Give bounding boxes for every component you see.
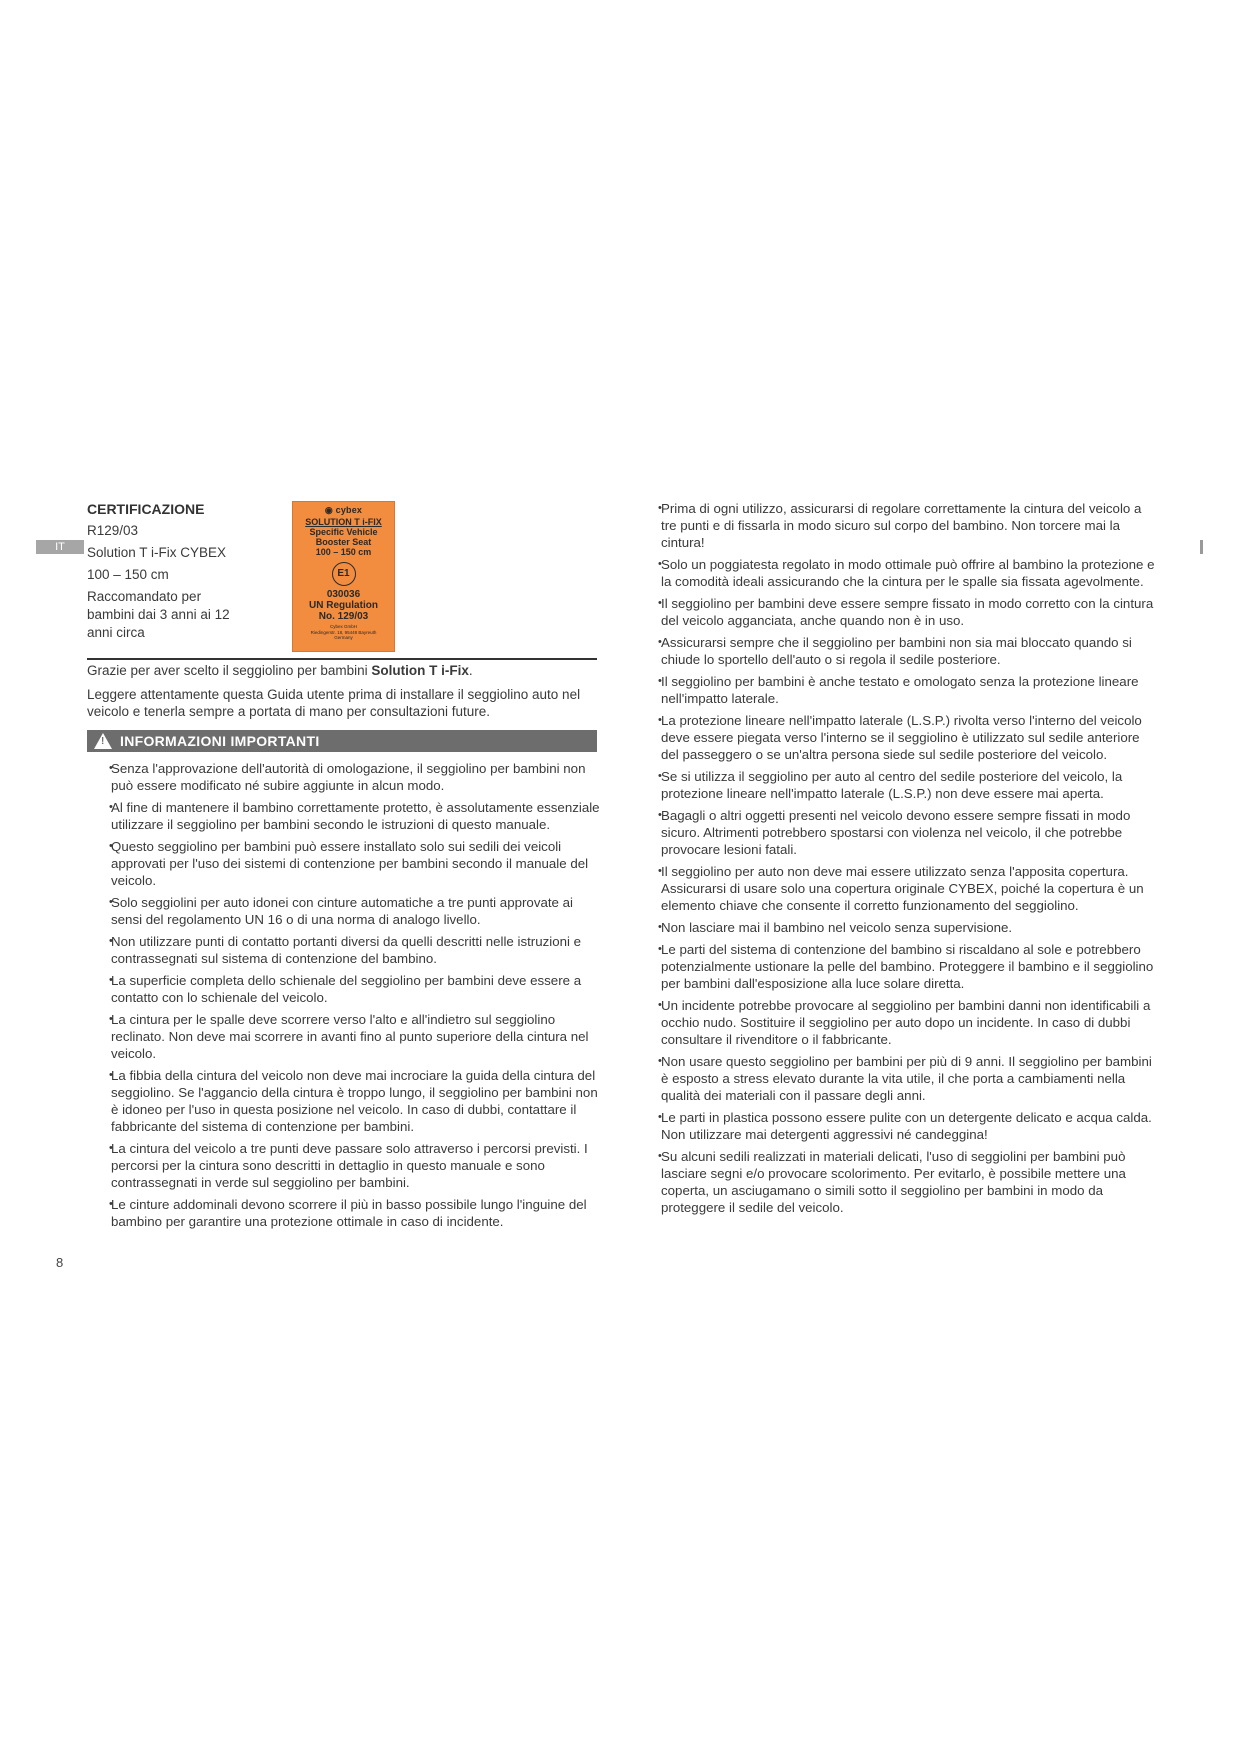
label-brand	[293, 505, 394, 516]
safety-item: • Le parti in plastica possono essere pulite con un detergente delicato e acqua calda. Non utilizzare mai detergenti aggressivi né candeggina!	[640, 1109, 1155, 1143]
section-divider	[87, 658, 597, 660]
certification-product: Solution T i-Fix CYBEX	[87, 545, 227, 560]
label-brand-text: cybex	[335, 505, 363, 515]
safety-item: • La fibbia della cintura del veicolo non deve mai incrociare la guida della cintura del seggiolino. Se l'aggancio della cintura è troppo lungo, il seggiolino per bambini non è idoneo per l'uso in questa posizione nel veicolo. In caso di dubbi, contattare il fabbricante del sistema di contenzione per bambini.	[87, 1067, 607, 1135]
important-info-title: INFORMAZIONI IMPORTANTI	[120, 733, 320, 749]
certification-recommendation	[87, 588, 257, 642]
safety-item: • La cintura per le spalle deve scorrere verso l'alto e all'indietro sul seggiolino reclinato. Non deve mai scorrere in avanti fino al punto superiore della cintura nel veicolo.	[87, 1011, 607, 1062]
certification-block	[87, 498, 257, 642]
safety-item: • Prima di ogni utilizzo, assicurarsi di regolare correttamente la cintura del veicolo a tre punti e di fissarla in modo sicuro sul corpo del bambino. Non torcere mai la cintura!	[640, 500, 1155, 551]
certification-title: CERTIFICAZIONE	[87, 501, 205, 517]
right-safety-list	[640, 500, 1155, 1221]
safety-item: • Al fine di mantenere il bambino correttamente protetto, è assolutamente essenziale utilizzare il seggiolino per bambini secondo le istruzioni di questo manuale.	[87, 799, 607, 833]
safety-item: • Assicurarsi sempre che il seggiolino per bambini non sia mai bloccato quando si chiude lo sportello dell'auto o si regola il sedile posteriore.	[640, 634, 1155, 668]
label-approval-number: 030036	[326, 589, 361, 600]
safety-item: • La protezione lineare nell'impatto laterale (L.S.P.) rivolta verso l'interno del veicolo deve essere piegata verso l'interno se il seggiolino è utilizzato sul sedile anteriore del passeggero o se un'altra persona siede sul sedile posteriore del veicolo.	[640, 712, 1155, 763]
e-mark-icon: E1	[332, 562, 356, 586]
safety-item: • Non usare questo seggiolino per bambini per più di 9 anni. Il seggiolino per bambini è esposto a stress elevato durante la vita utile, il che porta a cambiamenti nella qualità dei materiali con il passare degli anni.	[640, 1053, 1155, 1104]
label-regulation-number: No. 129/03	[318, 611, 369, 622]
safety-item: • Il seggiolino per auto non deve mai essere utilizzato senza l'apposita copertura. Assicurarsi di usare solo una copertura originale CYBEX, poiché la copertura è un elemento chiave che consente il corretto funzionamento del seggiolino.	[640, 863, 1155, 914]
safety-item: • Le cinture addominali devono scorrere il più in basso possibile lungo l'inguine del bambino per garantire una protezione ottimale in caso di incidente.	[87, 1196, 607, 1230]
safety-item: • La superficie completa dello schienale del seggiolino per bambini deve essere a contatto con lo schienale del veicolo.	[87, 972, 607, 1006]
recommendation-line: Raccomandato per	[87, 589, 202, 604]
read-guide-paragraph: Leggere attentamente questa Guida utente prima di installare il seggiolino auto nel veicolo e tenerla sempre a portata di mano per consultazioni future.	[87, 687, 581, 719]
thanks-suffix: .	[468, 663, 473, 678]
recommendation-line: anni circa	[87, 625, 145, 640]
fine-print-line: Germany	[334, 635, 353, 640]
fine-print-line: Cybex GmbH	[329, 624, 357, 629]
edge-marker	[1200, 540, 1203, 554]
safety-item: • Non utilizzare punti di contatto portanti diversi da quelli descritti nelle istruzioni e contrassegnati sul sistema di contenzione del bambino.	[87, 933, 607, 967]
label-line: Specific Vehicle	[309, 527, 378, 537]
label-line: Booster Seat	[315, 537, 372, 547]
certification-height-range: 100 – 150 cm	[87, 567, 169, 582]
important-info-header	[87, 730, 597, 752]
safety-item: • Solo seggiolini per auto idonei con cinture automatiche a tre punti approvate ai sensi del regolamento UN 16 o di una norma di analogo livello.	[87, 894, 607, 928]
safety-item: • Solo un poggiatesta regolato in modo ottimale può offrire al bambino la protezione e la comodità ideali assicurando che la cintura per le spalle sia fissata agevolmente.	[640, 556, 1155, 590]
certification-regulation: R129/03	[87, 523, 139, 538]
thanks-product: Solution T i-Fix	[371, 663, 469, 678]
language-tab: IT	[36, 540, 84, 554]
safety-item: • Bagagli o altri oggetti presenti nel veicolo devono essere sempre fissati in modo sicuro. Altrimenti potrebbero spostarsi con violenza nel veicolo, il che potrebbe provocare lesioni fatali.	[640, 807, 1155, 858]
label-regulation: UN Regulation	[309, 600, 378, 611]
recommendation-line: bambini dai 3 anni ai 12	[87, 607, 230, 622]
safety-item: • Se si utilizza il seggiolino per auto al centro del sedile posteriore del veicolo, la protezione lineare nell'impatto laterale (L.S.P.) non deve essere mai aperta.	[640, 768, 1155, 802]
safety-item: • Il seggiolino per bambini deve essere sempre fissato in modo corretto con la cintura del veicolo agganciata, anche quando non è in uso.	[640, 595, 1155, 629]
cybex-logo-icon: ◉	[324, 505, 333, 515]
page-number: 8	[56, 1255, 64, 1270]
safety-item: • La cintura del veicolo a tre punti deve passare solo attraverso i percorsi previsti. I percorsi per la cintura sono descritti in dettaglio in questo manuale e sono contrassegnati in verde sul seggiolino per bambini.	[87, 1140, 607, 1191]
thanks-prefix: Grazie per aver scelto il seggiolino per bambini	[87, 663, 372, 678]
safety-item: • Un incidente potrebbe provocare al seggiolino per bambini danni non identificabili a occhio nudo. Sostituire il seggiolino per auto dopo un incidente. In caso di dubbi consultare il rivenditore o il fabbricante.	[640, 997, 1155, 1048]
label-product-name: SOLUTION T i-FIX	[305, 517, 382, 527]
safety-item: • Il seggiolino per bambini è anche testato e omologato senza la protezione lineare nell'impatto laterale.	[640, 673, 1155, 707]
left-safety-list	[87, 760, 607, 1235]
thanks-paragraph	[87, 662, 597, 679]
safety-item: • Non lasciare mai il bambino nel veicolo senza supervisione.	[640, 919, 1155, 936]
fine-print-line: Riedingerstr. 18, 95448 Bayreuth	[310, 629, 377, 635]
safety-item: • Su alcuni sedili realizzati in materiali delicati, l'uso di seggiolini per bambini può lasciare segni e/o provocare scolorimento. Per evitarlo, è possibile mettere una coperta, un asciugamano o simili sotto il seggiolino per bambini in modo da proteggere il sedile del veicolo.	[640, 1148, 1155, 1216]
warning-triangle-icon: !	[94, 733, 112, 749]
safety-item: • Le parti del sistema di contenzione del bambino si riscaldano al sole e potrebbero potenzialmente ustionare la pelle del bambino. Proteggere il bambino e il seggiolino per bambini dall'esposizione alla luce solare diretta.	[640, 941, 1155, 992]
safety-item: • Questo seggiolino per bambini può essere installato solo sui sedili dei veicoli approvati per l'uso dei sistemi di contenzione per bambini secondo il manuale del veicolo.	[87, 838, 607, 889]
label-line: 100 – 150 cm	[315, 547, 372, 557]
safety-item: • Senza l'approvazione dell'autorità di omologazione, il seggiolino per bambini non può essere modificato né subire aggiunte in alcun modo.	[87, 760, 607, 794]
approval-label	[292, 501, 395, 652]
label-fine-print	[293, 624, 394, 641]
